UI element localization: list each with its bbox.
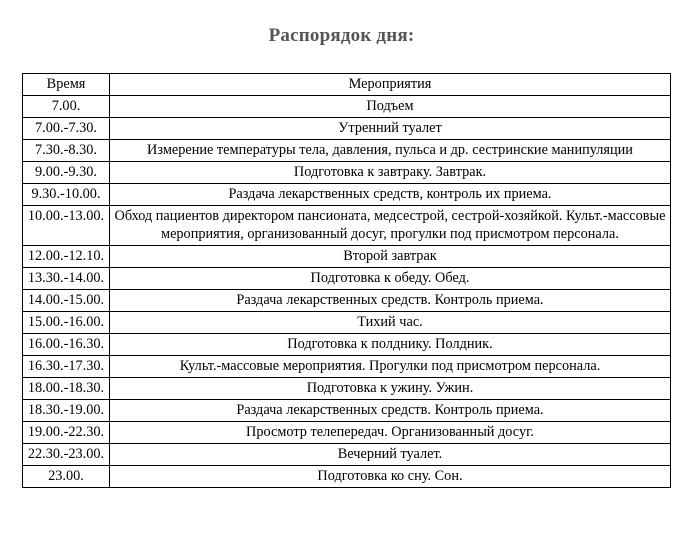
event-cell: Второй завтрак <box>110 246 671 268</box>
time-cell: 7.30.-8.30. <box>23 140 110 162</box>
table-body <box>23 96 671 488</box>
event-cell: Утренний туалет <box>110 118 671 140</box>
table-row <box>23 444 671 466</box>
event-cell: Подготовка ко сну. Сон. <box>110 466 671 488</box>
event-cell: Обход пациентов директором пансионата, медсестрой, сестрой-хозяйкой. Культ.-массовые мероприятия, организованный досуг, прогулки под присмотром персонала. <box>110 206 671 246</box>
time-cell: 15.00.-16.00. <box>23 312 110 334</box>
time-cell: 7.00.-7.30. <box>23 118 110 140</box>
time-cell: 18.30.-19.00. <box>23 400 110 422</box>
schedule-table <box>22 73 671 488</box>
time-cell: 10.00.-13.00. <box>23 206 110 246</box>
event-cell: Подготовка к обеду. Обед. <box>110 268 671 290</box>
table-header-row <box>23 74 671 96</box>
column-header-time: Время <box>23 74 110 96</box>
table-row <box>23 290 671 312</box>
time-cell: 9.00.-9.30. <box>23 162 110 184</box>
page-title: Распорядок дня: <box>268 25 415 46</box>
event-cell: Раздача лекарственных средств. Контроль приема. <box>110 400 671 422</box>
event-cell: Культ.-массовые мероприятия. Прогулки под присмотром персонала. <box>110 356 671 378</box>
time-cell: 12.00.-12.10. <box>23 246 110 268</box>
time-cell: 18.00.-18.30. <box>23 378 110 400</box>
table-row <box>23 140 671 162</box>
time-cell: 19.00.-22.30. <box>23 422 110 444</box>
event-cell: Вечерний туалет. <box>110 444 671 466</box>
event-cell: Раздача лекарственных средств, контроль их приема. <box>110 184 671 206</box>
event-cell: Подготовка к ужину. Ужин. <box>110 378 671 400</box>
time-cell: 13.30.-14.00. <box>23 268 110 290</box>
table-row <box>23 118 671 140</box>
event-cell: Подготовка к завтраку. Завтрак. <box>110 162 671 184</box>
event-cell: Тихий час. <box>110 312 671 334</box>
table-row <box>23 184 671 206</box>
table-row <box>23 422 671 444</box>
event-cell: Подготовка к полднику. Полдник. <box>110 334 671 356</box>
time-cell: 16.00.-16.30. <box>23 334 110 356</box>
table-row <box>23 378 671 400</box>
table-row <box>23 96 671 118</box>
column-header-event: Мероприятия <box>110 74 671 96</box>
table-row <box>23 246 671 268</box>
table-row <box>23 334 671 356</box>
event-cell: Подъем <box>110 96 671 118</box>
event-cell: Раздача лекарственных средств. Контроль приема. <box>110 290 671 312</box>
event-cell: Измерение температуры тела, давления, пульса и др. сестринские манипуляции <box>110 140 671 162</box>
time-cell: 22.30.-23.00. <box>23 444 110 466</box>
table-row <box>23 312 671 334</box>
time-cell: 7.00. <box>23 96 110 118</box>
table-row <box>23 400 671 422</box>
table-row <box>23 268 671 290</box>
table-row <box>23 356 671 378</box>
table-row <box>23 466 671 488</box>
table-row <box>23 162 671 184</box>
time-cell: 14.00.-15.00. <box>23 290 110 312</box>
time-cell: 23.00. <box>23 466 110 488</box>
time-cell: 16.30.-17.30. <box>23 356 110 378</box>
event-cell: Просмотр телепередач. Организованный досуг. <box>110 422 671 444</box>
table-row <box>23 206 671 246</box>
time-cell: 9.30.-10.00. <box>23 184 110 206</box>
